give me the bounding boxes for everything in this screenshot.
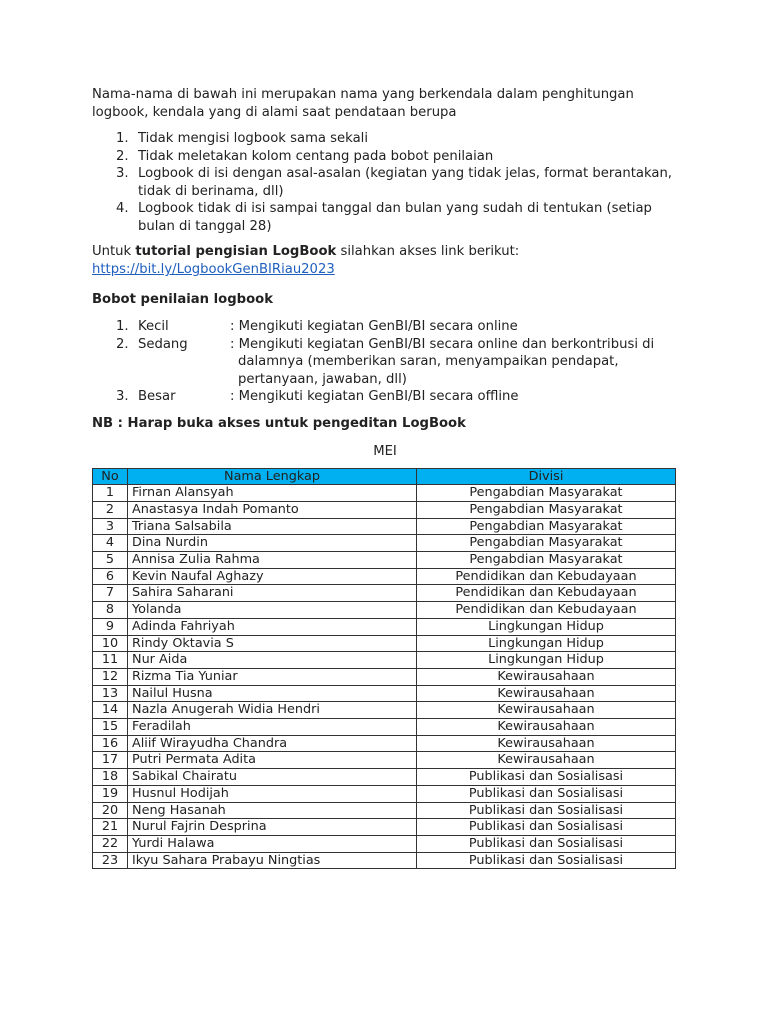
row-number: 18	[93, 769, 128, 786]
row-number: 2	[93, 501, 128, 518]
table-row	[93, 552, 676, 569]
row-name: Rizma Tia Yuniar	[128, 668, 417, 685]
row-division: Pengabdian Masyarakat	[417, 501, 676, 518]
row-division: Pengabdian Masyarakat	[417, 535, 676, 552]
row-division: Kewirausahaan	[417, 702, 676, 719]
table-row	[93, 819, 676, 836]
row-name: Adinda Fahriyah	[128, 618, 417, 635]
row-name: Firnan Alansyah	[128, 485, 417, 502]
row-name: Anastasya Indah Pomanto	[128, 501, 417, 518]
weight-item	[92, 336, 678, 389]
row-name: Nailul Husna	[128, 685, 417, 702]
row-division: Publikasi dan Sosialisasi	[417, 835, 676, 852]
row-number: 12	[93, 668, 128, 685]
row-name: Ikyu Sahara Prabayu Ningtias	[128, 852, 417, 869]
row-name: Aliif Wirayudha Chandra	[128, 735, 417, 752]
intro-paragraph: Nama-nama di bawah ini merupakan nama yang berkendala dalam penghitungan logbook, kendala yang di alami saat pendataan berupa	[92, 87, 634, 120]
table-row	[93, 735, 676, 752]
problem-item	[92, 148, 678, 166]
weights-heading: Bobot penilaian logbook	[92, 292, 273, 307]
header-division: Divisi	[417, 468, 676, 485]
row-name: Rindy Oktavia S	[128, 635, 417, 652]
weight-number: 1.	[116, 319, 129, 334]
table-row	[93, 652, 676, 669]
table-row	[93, 585, 676, 602]
row-name: Sabikal Chairatu	[128, 769, 417, 786]
table-row	[93, 752, 676, 769]
row-number: 22	[93, 835, 128, 852]
row-division: Publikasi dan Sosialisasi	[417, 802, 676, 819]
table-row	[93, 501, 676, 518]
table-row	[93, 518, 676, 535]
tutorial-bold-text: tutorial pengisian LogBook	[135, 244, 337, 259]
row-division: Kewirausahaan	[417, 668, 676, 685]
row-number: 15	[93, 719, 128, 736]
problem-item	[92, 130, 678, 148]
row-division: Pendidikan dan Kebudayaan	[417, 585, 676, 602]
row-division: Kewirausahaan	[417, 685, 676, 702]
row-name: Neng Hasanah	[128, 802, 417, 819]
row-name: Nazla Anugerah Widia Hendri	[128, 702, 417, 719]
problem-text: Logbook di isi dengan asal-asalan (kegiatan yang tidak jelas, format berantakan, tidak di berinama, dll)	[138, 166, 673, 199]
row-division: Pendidikan dan Kebudayaan	[417, 602, 676, 619]
row-name: Husnul Hodijah	[128, 785, 417, 802]
table-row	[93, 535, 676, 552]
weight-number: 2.	[116, 336, 129, 352]
table-row	[93, 602, 676, 619]
row-name: Putri Permata Adita	[128, 752, 417, 769]
row-number: 16	[93, 735, 128, 752]
problem-list	[92, 130, 678, 235]
row-division: Kewirausahaan	[417, 752, 676, 769]
table-row	[93, 785, 676, 802]
table-row	[93, 802, 676, 819]
row-division: Lingkungan Hidup	[417, 635, 676, 652]
row-name: Annisa Zulia Rahma	[128, 552, 417, 569]
table-row	[93, 719, 676, 736]
row-number: 13	[93, 685, 128, 702]
weight-number: 3.	[116, 389, 129, 404]
row-name: Nurul Fajrin Desprina	[128, 819, 417, 836]
row-name: Sahira Saharani	[128, 585, 417, 602]
document-content	[92, 86, 678, 869]
row-name: Triana Salsabila	[128, 518, 417, 535]
row-number: 10	[93, 635, 128, 652]
row-number: 9	[93, 618, 128, 635]
weight-item	[92, 318, 678, 336]
weight-level: Besar	[138, 389, 176, 404]
tutorial-link[interactable]: https://bit.ly/LogbookGenBIRiau2023	[92, 262, 335, 277]
row-name: Nur Aida	[128, 652, 417, 669]
row-division: Publikasi dan Sosialisasi	[417, 819, 676, 836]
tutorial-prefix: Untuk	[92, 244, 136, 259]
row-name: Feradilah	[128, 719, 417, 736]
problem-text: Logbook tidak di isi sampai tanggal dan bulan yang sudah di tentukan (setiap bulan di tanggal 28)	[138, 201, 652, 234]
row-division: Pengabdian Masyarakat	[417, 485, 676, 502]
row-number: 6	[93, 568, 128, 585]
problem-item	[92, 200, 678, 235]
nb-note: NB : Harap buka akses untuk pengeditan LogBook	[92, 415, 466, 431]
row-division: Publikasi dan Sosialisasi	[417, 769, 676, 786]
table-row	[93, 485, 676, 502]
row-number: 21	[93, 819, 128, 836]
tutorial-paragraph	[92, 243, 678, 279]
row-number: 20	[93, 802, 128, 819]
row-number: 11	[93, 652, 128, 669]
row-division: Kewirausahaan	[417, 719, 676, 736]
table-row	[93, 835, 676, 852]
row-number: 3	[93, 518, 128, 535]
table-row	[93, 618, 676, 635]
row-name: Dina Nurdin	[128, 535, 417, 552]
problem-item	[92, 165, 678, 200]
weight-level: Sedang	[138, 336, 188, 352]
row-number: 4	[93, 535, 128, 552]
problem-text: Tidak mengisi logbook sama sekali	[138, 131, 368, 146]
table-row	[93, 852, 676, 869]
row-name: Yurdi Halawa	[128, 835, 417, 852]
header-no: No	[93, 468, 128, 485]
table-body	[93, 485, 676, 869]
row-number: 5	[93, 552, 128, 569]
row-number: 14	[93, 702, 128, 719]
row-number: 8	[93, 602, 128, 619]
problem-number: 4.	[116, 201, 129, 216]
problem-text: Tidak meletakan kolom centang pada bobot penilaian	[138, 148, 494, 164]
row-division: Pendidikan dan Kebudayaan	[417, 568, 676, 585]
row-number: 17	[93, 752, 128, 769]
table-row	[93, 769, 676, 786]
problem-number: 3.	[116, 166, 129, 181]
tutorial-suffix: silahkan akses link berikut:	[336, 244, 520, 259]
row-division: Pengabdian Masyarakat	[417, 552, 676, 569]
month-title: MEI	[373, 443, 397, 459]
weights-list	[92, 318, 678, 406]
row-number: 23	[93, 852, 128, 869]
weight-description: : Mengikuti kegiatan GenBI/BI secara offline	[230, 389, 519, 404]
problem-number: 1.	[116, 131, 129, 146]
row-division: Lingkungan Hidup	[417, 618, 676, 635]
table-row	[93, 702, 676, 719]
table-header-row	[93, 468, 676, 485]
logbook-table	[92, 468, 676, 870]
problem-number: 2.	[116, 148, 129, 164]
table-row	[93, 668, 676, 685]
row-division: Kewirausahaan	[417, 735, 676, 752]
weight-level: Kecil	[138, 319, 169, 334]
row-number: 19	[93, 785, 128, 802]
row-division: Publikasi dan Sosialisasi	[417, 785, 676, 802]
table-row	[93, 685, 676, 702]
row-name: Yolanda	[128, 602, 417, 619]
weight-description: : Mengikuti kegiatan GenBI/BI secara online dan berkontribusi di dalamnya (memberikan saran, menyampaikan pendapat, pertanyaan, jawaban, dll)	[230, 336, 655, 387]
row-division: Publikasi dan Sosialisasi	[417, 852, 676, 869]
header-name: Nama Lengkap	[128, 468, 417, 485]
row-division: Lingkungan Hidup	[417, 652, 676, 669]
row-name: Kevin Naufal Aghazy	[128, 568, 417, 585]
table-row	[93, 568, 676, 585]
row-number: 1	[93, 485, 128, 502]
table-row	[93, 635, 676, 652]
row-number: 7	[93, 585, 128, 602]
weight-description: : Mengikuti kegiatan GenBI/BI secara online	[230, 319, 518, 334]
row-division: Pengabdian Masyarakat	[417, 518, 676, 535]
weight-item	[92, 388, 678, 406]
